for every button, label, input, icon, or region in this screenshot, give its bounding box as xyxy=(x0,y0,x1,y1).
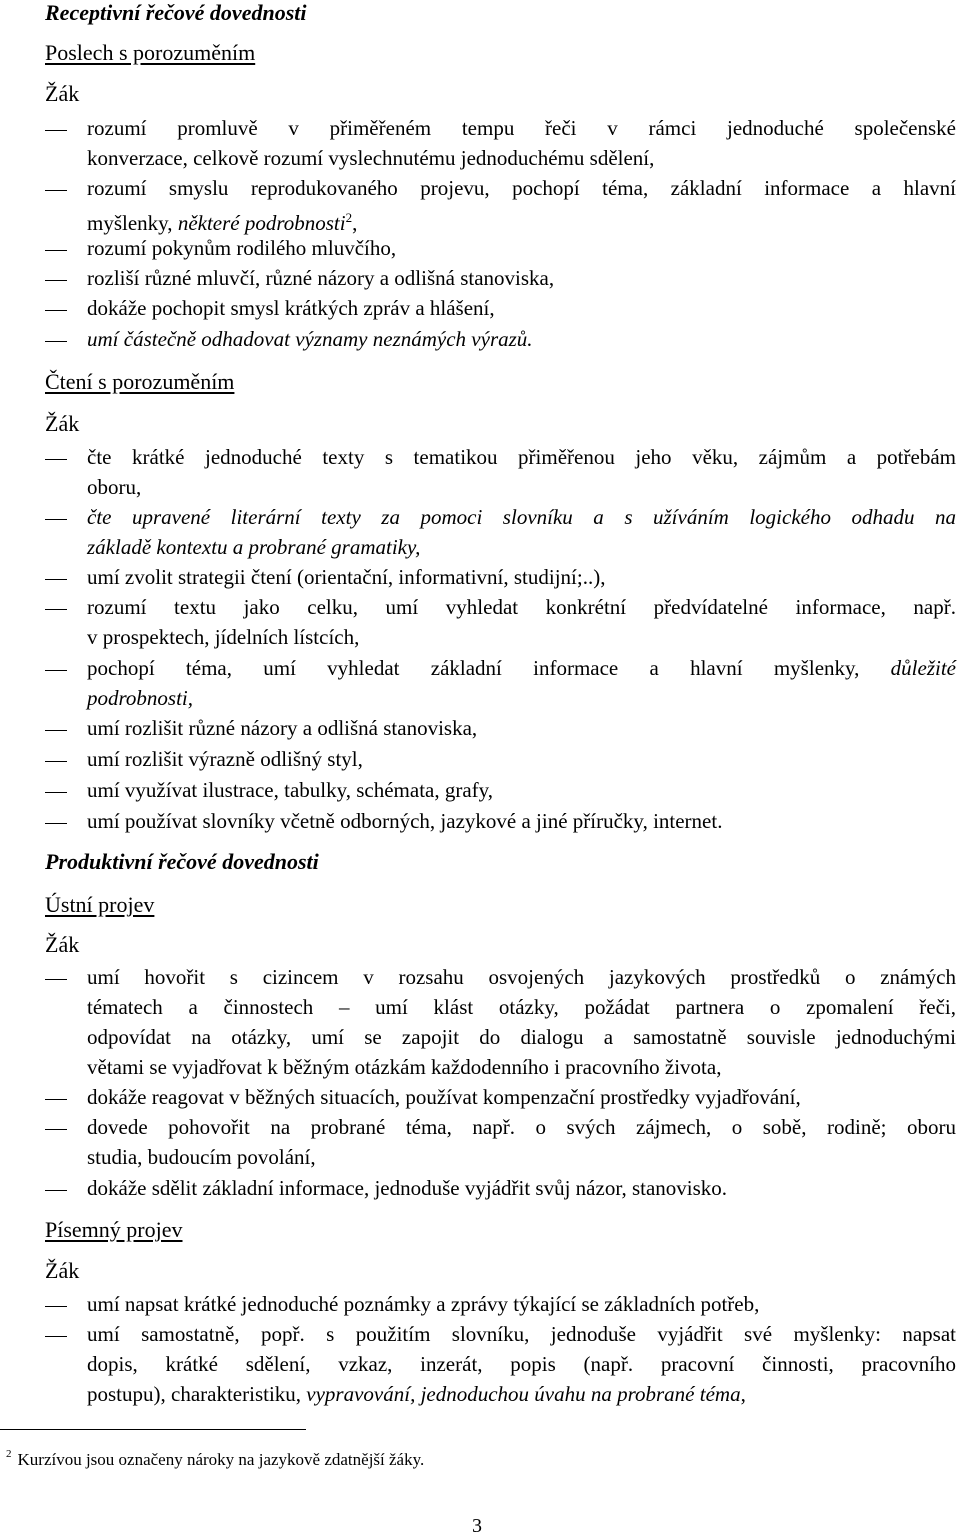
item-line: čte upravené literární texty za pomoci slovníku a s užíváním logického odhadu na xyxy=(87,505,956,529)
item-line: umí samostatně, popř. s použitím slovníku, jednoduše vyjádřit své myšlenky: napsat xyxy=(87,1322,956,1346)
item-line: čte krátké jednoduché texty s tematikou přiměřenou jeho věku, zájmům a potřebám xyxy=(87,445,956,469)
item-line: umí zvolit strategii čtení (orientační, informativní, studijní;..), xyxy=(87,565,606,589)
subject-label: Žák xyxy=(45,932,80,957)
dash-bullet xyxy=(45,519,67,520)
item-line: rozumí pokynům rodilého mluvčího, xyxy=(87,236,397,260)
item-line: dokáže pochopit smysl krátkých zpráv a hlášení, xyxy=(87,296,495,320)
dash-bullet xyxy=(45,730,67,731)
dash-bullet xyxy=(45,190,67,191)
item-line: umí hovořit s cizincem v rozsahu osvojených jazykových prostředků o známých xyxy=(87,965,956,989)
dash-bullet xyxy=(45,1129,67,1130)
italic-text: důležité xyxy=(890,656,956,680)
item-line: studia, budoucím povolání, xyxy=(87,1145,316,1169)
dash-bullet xyxy=(45,1306,67,1307)
item-line: rozumí promluvě v přiměřeném tempu řeči v rámci jednoduché společenské xyxy=(87,116,956,140)
item-line: základě kontextu a probrané gramatiky, xyxy=(87,535,421,559)
dash-bullet xyxy=(45,792,67,793)
item-line: umí rozlišit výrazně odlišný styl, xyxy=(87,747,363,771)
dash-bullet xyxy=(45,1099,67,1100)
item-line: dokáže reagovat v běžných situacích, používat kompenzační prostředky vyjadřování, xyxy=(87,1085,801,1109)
subject-label: Žák xyxy=(45,81,80,106)
dash-bullet xyxy=(45,310,67,311)
item-line: dopis, krátké sdělení, vzkaz, inzerát, popis (např. pracovní činnosti, pracovního xyxy=(87,1352,956,1376)
page-number: 3 xyxy=(472,1515,482,1537)
item-line: postupu), charakteristiku, vypravování, jednoduchou úvahu na probrané téma, xyxy=(87,1382,746,1406)
item-line: umí používat slovníky včetně odborných, jazykové a jiné příručky, internet. xyxy=(87,809,723,833)
dash-bullet xyxy=(45,459,67,460)
item-line: tématech a činnostech – umí klást otázky, požádat partnera o zpomalení řeči, xyxy=(87,995,956,1019)
item-line: podrobnosti, xyxy=(87,686,193,710)
item-line: dokáže sdělit základní informace, jednoduše vyjádřit svůj názor, stanovisko. xyxy=(87,1176,728,1200)
dash-bullet xyxy=(45,761,67,762)
subsection-heading-speaking: Ústní projev xyxy=(45,892,155,917)
dash-bullet xyxy=(45,130,67,131)
item-line: rozumí textu jako celku, umí vyhledat konkrétní předvídatelné informace, např. xyxy=(87,595,956,619)
italic-text: vypravování, jednoduchou úvahu na probrané téma xyxy=(306,1382,741,1406)
footnote-text: Kurzívou jsou označeny nároky na jazykově zdatnější žáky. xyxy=(17,1450,425,1469)
section-title-productive: Produktivní řečové dovednosti xyxy=(45,849,319,874)
subsection-heading-listening: Poslech s porozuměním xyxy=(45,40,256,65)
subject-label: Žák xyxy=(45,411,80,436)
item-line: konverzace, celkově rozumí vyslechnutému jednoduchému sdělení, xyxy=(87,146,655,170)
item-line: dovede pohovořit na probrané téma, např. o svých zájmech, o sobě, rodině; oboru xyxy=(87,1115,956,1139)
dash-bullet xyxy=(45,250,67,251)
subsection-heading-writing: Písemný projev xyxy=(45,1217,183,1242)
item-line: umí rozlišit různé názory a odlišná stanoviska, xyxy=(87,716,478,740)
footnote-marker: 2 xyxy=(6,1448,12,1460)
subsection-heading-reading: Čtení s porozuměním xyxy=(45,369,235,394)
dash-bullet xyxy=(45,979,67,980)
item-line: v prospektech, jídelních lístcích, xyxy=(87,625,360,649)
subject-label: Žák xyxy=(45,1258,80,1283)
item-line: rozliší různé mluvčí, různé názory a odlišná stanoviska, xyxy=(87,266,555,290)
item-line: rozumí smyslu reprodukovaného projevu, pochopí téma, základní informace a hlavní xyxy=(87,176,956,200)
footnote-ref: 2 xyxy=(345,210,353,225)
item-line: umí napsat krátké jednoduché poznámky a zprávy týkající se základních potřeb, xyxy=(87,1292,760,1316)
dash-bullet xyxy=(45,670,67,671)
item-line: umí využívat ilustrace, tabulky, schémata, grafy, xyxy=(87,778,494,802)
item-line: pochopí téma, umí vyhledat základní informace a hlavní myšlenky, důležité xyxy=(87,656,956,680)
item-line: odpovídat na otázky, umí se zapojit do dialogu a samostatně souvisle jednoduchými xyxy=(87,1025,956,1049)
dash-bullet xyxy=(45,579,67,580)
item-line: oboru, xyxy=(87,475,142,499)
item-line: větami se vyjadřovat k běžným otázkám každodenního i pracovního života, xyxy=(87,1055,722,1079)
item-line: umí částečně odhadovat významy neznámých výrazů. xyxy=(87,327,533,351)
italic-text: některé podrobnosti xyxy=(177,211,346,235)
dash-bullet xyxy=(45,609,67,610)
footnote-separator xyxy=(0,1429,306,1430)
dash-bullet xyxy=(45,1190,67,1191)
item-line: myšlenky, některé podrobnosti$^2$, xyxy=(87,210,358,235)
dash-bullet xyxy=(45,823,67,824)
footnote xyxy=(6,1443,424,1471)
section-title-receptive: Receptivní řečové dovednosti xyxy=(45,0,307,25)
dash-bullet xyxy=(45,341,67,342)
dash-bullet xyxy=(45,1336,67,1337)
dash-bullet xyxy=(45,280,67,281)
